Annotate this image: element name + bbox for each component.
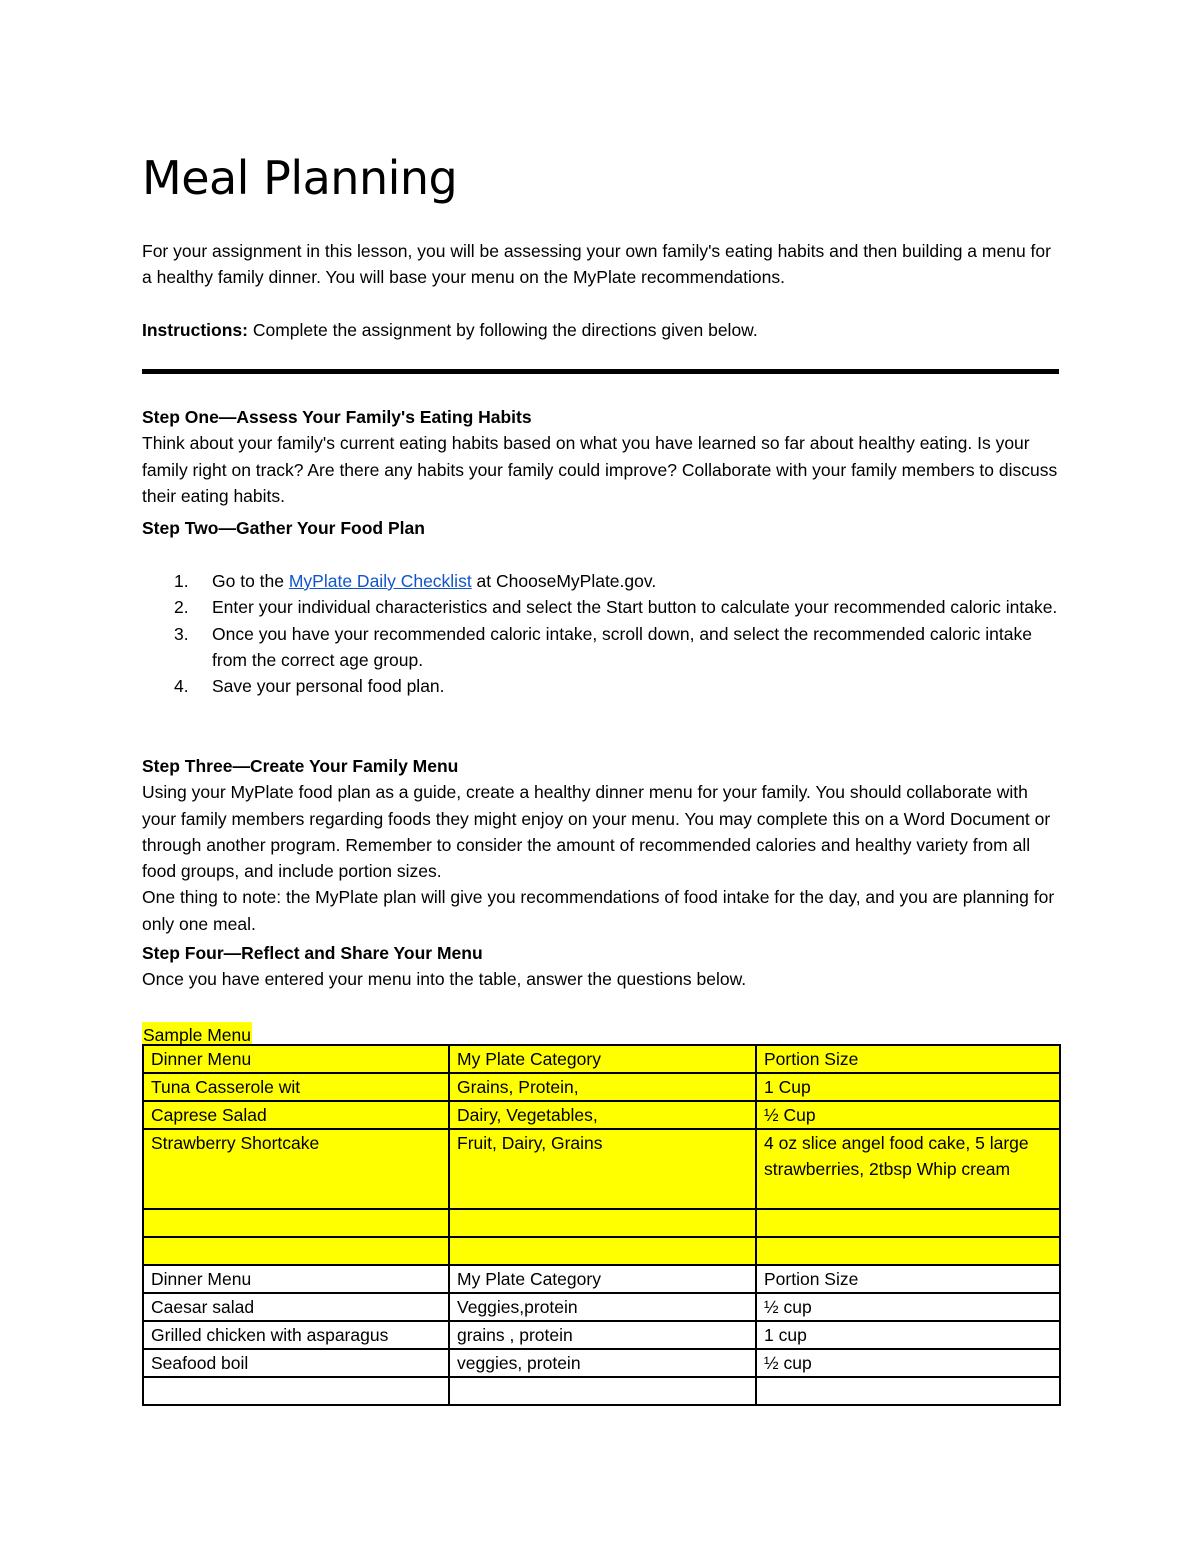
table-cell: Grains, Protein, [449, 1073, 756, 1101]
table-cell[interactable]: veggies, protein [449, 1349, 756, 1377]
table-cell: ½ Cup [756, 1101, 1060, 1129]
instructions-label: Instructions: [142, 320, 248, 340]
step-three-section [142, 753, 1060, 937]
table-cell: Dinner Menu [143, 1265, 449, 1293]
step-two-heading: Step Two—Gather Your Food Plan [142, 518, 425, 538]
table-cell[interactable]: 1 cup [756, 1321, 1060, 1349]
list-text: Enter your individual characteristics and select the Start button to calculate your recommended caloric intake. [212, 597, 1058, 618]
table-cell[interactable] [449, 1377, 756, 1405]
table-row [143, 1073, 1060, 1101]
list-text-post: at ChooseMyPlate.gov. [471, 571, 657, 591]
list-item [142, 621, 1060, 674]
page-title: Meal Planning [142, 151, 458, 205]
table-row [143, 1101, 1060, 1129]
table-cell: My Plate Category [449, 1045, 756, 1073]
table-cell: Portion Size [756, 1045, 1060, 1073]
horizontal-divider [142, 369, 1059, 374]
table-cell[interactable] [143, 1209, 449, 1237]
step-two-section [142, 515, 1060, 541]
table-cell[interactable] [449, 1237, 756, 1265]
step-one-section [142, 404, 1060, 509]
instructions-text: Complete the assignment by following the directions given below. [247, 320, 758, 340]
table-row [143, 1129, 1060, 1209]
table-row [143, 1237, 1060, 1265]
table-row [143, 1209, 1060, 1237]
table-cell: Dairy, Vegetables, [449, 1101, 756, 1129]
step-three-body: Using your MyPlate food plan as a guide, create a healthy dinner menu for your family. You should collaborate with your family members regarding foods they might enjoy on your menu. You may complete this on a Word Document or through another program. Remember to consider the amount of recommended calories and healthy variety from all food groups, and include portion sizes. [142, 782, 1051, 882]
table-cell[interactable] [143, 1377, 449, 1405]
myplate-checklist-link[interactable]: MyPlate Daily Checklist [288, 571, 472, 591]
table-cell: Portion Size [756, 1265, 1060, 1293]
step-three-note: One thing to note: the MyPlate plan will give you recommendations of food intake for the day, and you are planning for only one meal. [142, 887, 1055, 934]
list-item [142, 568, 1060, 594]
table-row [143, 1377, 1060, 1405]
step-four-heading: Step Four—Reflect and Share Your Menu [142, 943, 483, 963]
sample-menu-label: Sample Menu [142, 1022, 252, 1048]
table-cell: Tuna Casserole wit [143, 1073, 449, 1101]
list-item [142, 673, 1060, 699]
table-cell[interactable]: grains , protein [449, 1321, 756, 1349]
table-cell: 4 oz slice angel food cake, 5 large strawberries, 2tbsp Whip cream [756, 1129, 1060, 1209]
instructions-paragraph [142, 317, 1060, 343]
list-number: 2. [174, 597, 189, 618]
table-row [143, 1265, 1060, 1293]
step-one-body: Think about your family's current eating habits based on what you have learned so far about healthy eating. Is your family right on track? Are there any habits your family could improve? Collaborate with your family members to discuss their eating habits. [142, 433, 1058, 506]
step-four-section [142, 940, 1060, 993]
table-cell: Caprese Salad [143, 1101, 449, 1129]
table-cell[interactable]: ½ cup [756, 1349, 1060, 1377]
table-cell[interactable] [143, 1237, 449, 1265]
table-cell[interactable] [449, 1209, 756, 1237]
list-number: 4. [174, 676, 189, 697]
list-number: 3. [174, 623, 189, 644]
table-cell: Fruit, Dairy, Grains [449, 1129, 756, 1209]
list-text-pre: Go to the [212, 571, 289, 591]
table-row [143, 1349, 1060, 1377]
table-cell[interactable] [756, 1209, 1060, 1237]
table-cell: Strawberry Shortcake [143, 1129, 449, 1209]
table-cell[interactable] [756, 1237, 1060, 1265]
list-item [142, 594, 1060, 620]
step-two-list [142, 568, 1060, 699]
table-cell: Dinner Menu [143, 1045, 449, 1073]
table-row [143, 1045, 1060, 1073]
table-cell[interactable] [756, 1377, 1060, 1405]
table-cell: 1 Cup [756, 1073, 1060, 1101]
list-text: Once you have your recommended caloric intake, scroll down, and select the recommended caloric intake from the correct age group. [212, 623, 1032, 670]
table-cell[interactable]: Caesar salad [143, 1293, 449, 1321]
step-four-body: Once you have entered your menu into the table, answer the questions below. [142, 969, 747, 990]
table-cell[interactable]: ½ cup [756, 1293, 1060, 1321]
table-cell: My Plate Category [449, 1265, 756, 1293]
table-cell[interactable]: Grilled chicken with asparagus [143, 1321, 449, 1349]
table-cell[interactable]: Seafood boil [143, 1349, 449, 1377]
table-cell[interactable]: Veggies,protein [449, 1293, 756, 1321]
list-number: 1. [174, 571, 189, 591]
table-row [143, 1321, 1060, 1349]
menu-table [142, 1044, 1061, 1406]
table-row [143, 1293, 1060, 1321]
intro-paragraph: For your assignment in this lesson, you will be assessing your own family's eating habits and then building a menu for a healthy family dinner. You will base your menu on the MyPlate recommendations. [142, 241, 1051, 288]
step-one-heading: Step One—Assess Your Family's Eating Habits [142, 407, 532, 427]
list-text: Save your personal food plan. [212, 676, 445, 697]
step-three-heading: Step Three—Create Your Family Menu [142, 756, 459, 776]
